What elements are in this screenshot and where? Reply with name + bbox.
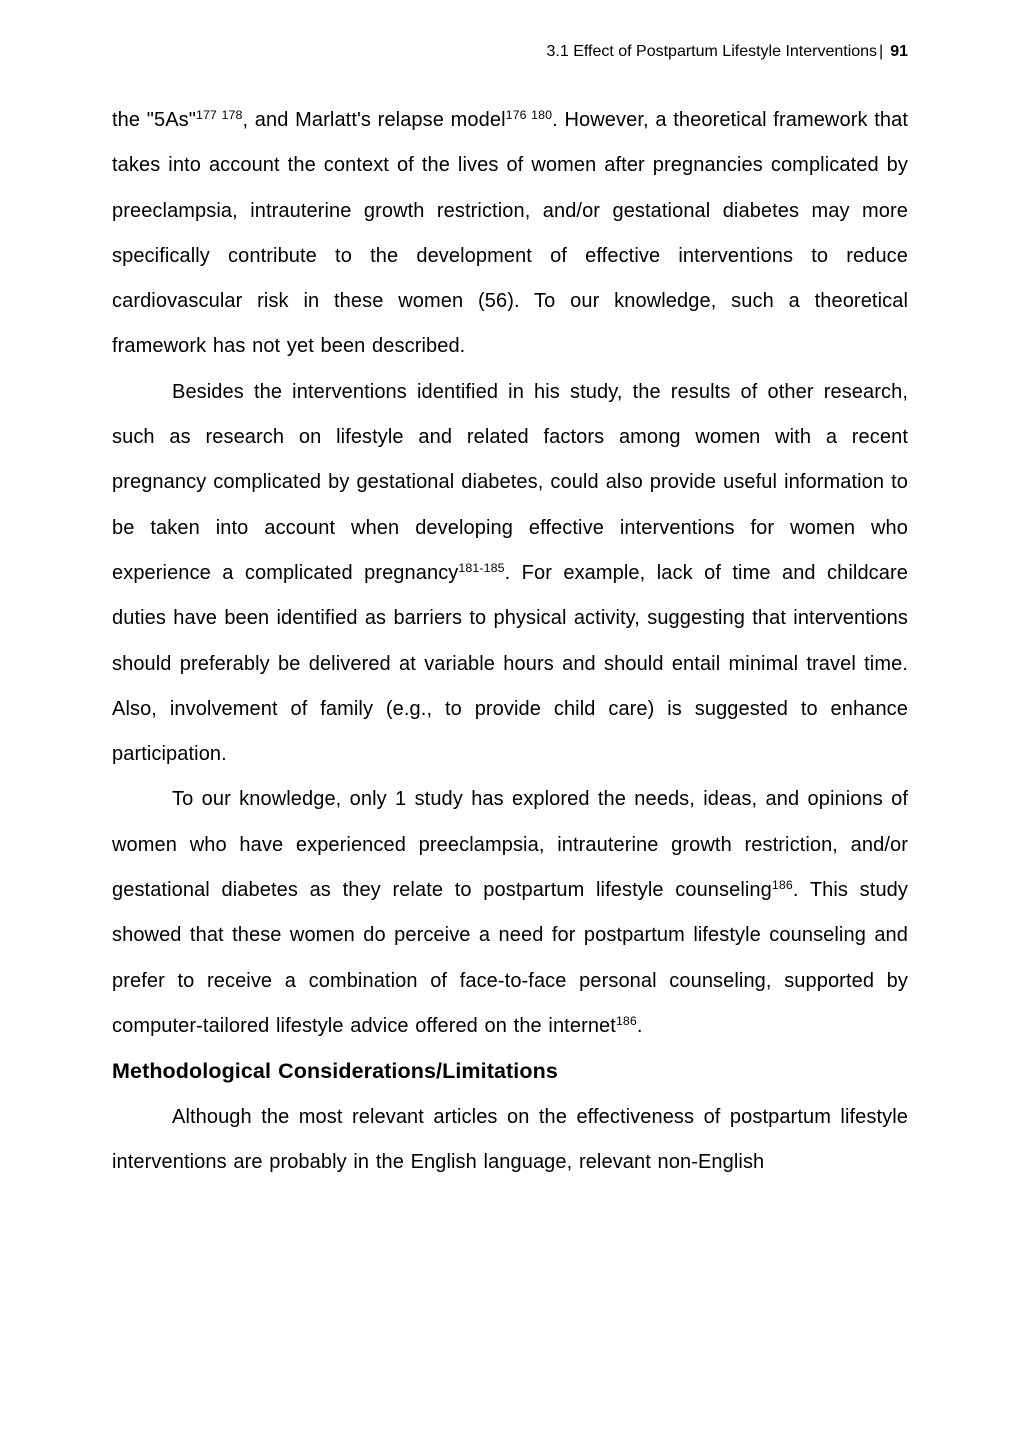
citation-superscript: 186 (615, 1014, 637, 1029)
running-head-title: 3.1 Effect of Postpartum Lifestyle Interventions (546, 43, 878, 60)
page-header (112, 42, 908, 62)
citation-superscript: 186 (771, 878, 793, 893)
citation-superscript: 177 178 (195, 108, 243, 123)
header-separator: | (879, 43, 884, 60)
page-body (112, 98, 908, 1185)
page-number: 91 (890, 43, 908, 60)
citation-superscript: 176 180 (505, 108, 553, 123)
body-paragraph: To our knowledge, only 1 study has explored the needs, ideas, and opinions of women who have experienced preeclampsia, intrauterine growth restriction, and/or gestational diabetes as they relate to postpartum lifestyle counseling$^{186}$. This study showed that these women do perceive a need for postpartum lifestyle counseling and prefer to receive a combination of face-to-face personal counseling, supported by computer-tailored lifestyle advice offered on the internet$^{186}$. (112, 788, 908, 1037)
body-paragraph: Although the most relevant articles on the effectiveness of postpartum lifestyle interventions are probably in the English language, relevant non-English (112, 1105, 908, 1173)
section-heading: Methodological Considerations/Limitations (112, 1059, 558, 1084)
body-paragraph: the "5As"$^{177 178}$, and Marlatt's relapse model$^{176 180}$. However, a theoretical framework that takes into account the context of the lives of women after pregnancies complicated by preeclampsia, intrauterine growth restriction, and/or gestational diabetes may more specifically contribute to the development of effective interventions to reduce cardiovascular risk in these women (56). To our knowledge, such a theoretical framework has not yet been described. (112, 108, 908, 358)
citation-superscript: 181-185 (458, 561, 505, 576)
body-paragraph: Besides the interventions identified in his study, the results of other research, such as research on lifestyle and related factors among women with a recent pregnancy complicated by gestational diabetes, could also provide useful information to be taken into account when developing effective interventions for women who experience a complicated pregnancy$^{181-185}$. For example, lack of time and childcare duties have been identified as barriers to physical activity, suggesting that interventions should preferably be delivered at variable hours and should entail minimal travel time. Also, involvement of family (e.g., to provide child care) is suggested to enhance participation. (112, 380, 908, 766)
